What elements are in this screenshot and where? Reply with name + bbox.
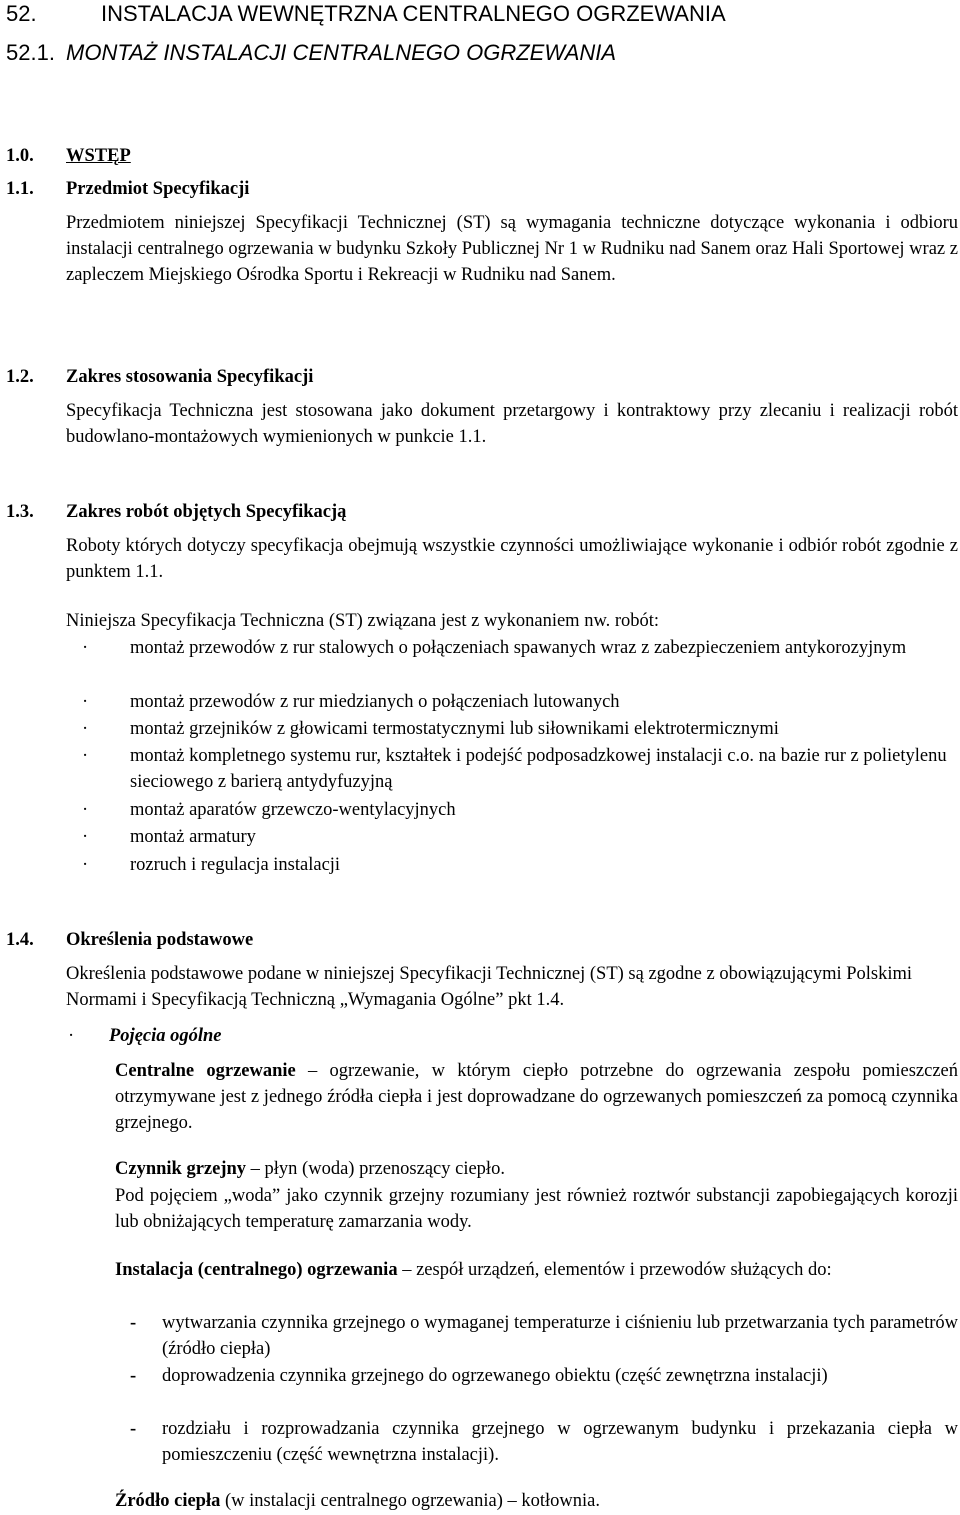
- section-heading-1-0: [6, 143, 958, 169]
- dash-item-text: doprowadzenia czynnika grzejnego do ogrzewanego obiektu (część zewnętrzna instalacji): [162, 1366, 828, 1386]
- dash-icon: -: [130, 1419, 137, 1439]
- bullet-icon: ·: [82, 746, 89, 766]
- section-number: 1.1.: [6, 179, 34, 199]
- list-item: [66, 716, 958, 742]
- definition-text: – zespół urządzeń, elementów i przewodów służących do:: [397, 1260, 832, 1280]
- definition-term: Czynnik grzejny: [115, 1159, 247, 1179]
- list-item-text: rozruch i regulacja instalacji: [130, 855, 341, 875]
- chapter-title: [6, 1, 958, 27]
- section-title: Zakres robót objętych Specyfikacją: [66, 502, 347, 522]
- list-item: [66, 852, 958, 878]
- list-item-text: montaż aparatów grzewczo-wentylacyjnych: [130, 800, 456, 820]
- section-title: Przedmiot Specyfikacji: [66, 179, 250, 199]
- section-1-1-paragraph: Przedmiotem niniejszej Specyfikacji Technicznej (ST) są wymagania techniczne dotyczące wykonania i odbioru instalacji centralnego ogrzewania w budynku Szkoły Publicznej Nr 1 w Rudniku nad Sanem oraz Hali Sportowej wraz z zapleczem Miejskiego Ośrodka Sportu i Rekreacji w Rudniku nad Sanem.: [66, 213, 958, 285]
- bullet-icon: ·: [82, 692, 89, 712]
- section-1-3-paragraph-2: Niniejsza Specyfikacja Techniczna (ST) związana jest z wykonaniem nw. robót:: [66, 611, 660, 631]
- list-item: [66, 797, 958, 823]
- definition-heat-source: [115, 1488, 958, 1514]
- dash-item: [115, 1310, 958, 1362]
- definition-text: – ogrzewanie, w którym ciepło potrzebne do ogrzewania zespołu pomieszczeń otrzymywane jest z jednego źródła ciepła i jest doprowadzane do ogrzewanych pomieszczeń za pomocą czynnika grzejnego.: [115, 1061, 958, 1133]
- definition-heating-medium: [115, 1156, 958, 1182]
- subchapter-number: 52.1.: [6, 40, 55, 65]
- section-title: WSTĘP: [66, 146, 131, 166]
- dash-item-text: wytwarzania czynnika grzejnego o wymaganej temperaturze i ciśnieniu lub przetwarzania tych parametrów (źródło ciepła): [162, 1313, 958, 1359]
- section-title: Określenia podstawowe: [66, 930, 254, 950]
- list-item-text: montaż przewodów z rur stalowych o połączeniach spawanych wraz z zabezpieczeniem antykorozyjnym: [130, 638, 907, 658]
- section-heading-1-1: [6, 176, 958, 202]
- bullet-icon: ·: [82, 719, 89, 739]
- dash-item: [115, 1416, 958, 1468]
- list-item: [66, 824, 958, 850]
- section-heading-1-2: [6, 364, 958, 390]
- bullet-icon: ·: [82, 800, 89, 820]
- section-1-3-paragraph-1: Roboty których dotyczy specyfikacja obejmują wszystkie czynności umożliwiające wykonanie i odbiór robót zgodnie z punktem 1.1.: [66, 536, 958, 582]
- section-1-4-paragraph: Określenia podstawowe podane w niniejszej Specyfikacji Technicznej (ST) są zgodne z obowiązującymi Polskimi Normami i Specyfikacją Techniczną „Wymagania Ogólne” pkt 1.4.: [66, 964, 913, 1010]
- section-number: 1.4.: [6, 930, 34, 950]
- definition-central-heating: [115, 1058, 958, 1136]
- list-item-text: montaż armatury: [130, 827, 256, 847]
- section-title: Zakres stosowania Specyfikacji: [66, 367, 314, 387]
- section-number: 1.3.: [6, 502, 34, 522]
- definition-text: (w instalacji centralnego ogrzewania) – kotłownia.: [220, 1491, 600, 1511]
- list-item-text: montaż grzejników z głowicami termostatycznymi lub siłownikami elektrotermicznymi: [130, 719, 779, 739]
- list-item-text: montaż przewodów z rur miedzianych o połączeniach lutowanych: [130, 692, 620, 712]
- list-item: [66, 689, 958, 715]
- list-item: [66, 635, 958, 661]
- chapter-title-text: INSTALACJA WEWNĘTRZNA CENTRALNEGO OGRZEWANIA: [101, 1, 726, 26]
- subchapter-title-text: MONTAŻ INSTALACJI CENTRALNEGO OGRZEWANIA: [66, 40, 617, 65]
- concepts-label: Pojęcia ogólne: [109, 1026, 222, 1046]
- definition-text: – płyn (woda) przenoszący ciepło.: [246, 1159, 505, 1179]
- definition-term: Instalacja (centralnego) ogrzewania: [115, 1260, 398, 1280]
- section-heading-1-3: [6, 499, 958, 525]
- concepts-heading: [66, 1023, 958, 1049]
- chapter-number: 52.: [6, 1, 37, 26]
- definition-term: Źródło ciepła: [115, 1491, 221, 1511]
- list-item: [66, 743, 958, 795]
- bullet-icon: ·: [82, 638, 89, 658]
- bullet-icon: ·: [82, 827, 89, 847]
- section-number: 1.0.: [6, 146, 34, 166]
- list-item-text: montaż kompletnego systemu rur, kształtek i podejść podposadzkowej instalacji c.o. na bazie rur z polietylenu sieciowego z barierą antydyfuzyjną: [130, 746, 947, 792]
- dash-item: [115, 1363, 958, 1389]
- section-heading-1-4: [6, 927, 958, 953]
- dash-icon: -: [130, 1366, 137, 1386]
- dash-item-text: rozdziału i rozprowadzania czynnika grzejnego w ogrzewanym budynku i przekazania ciepła w pomieszczeniu (część wewnętrzna instalacji).: [162, 1419, 958, 1465]
- bullet-icon: ·: [68, 1026, 75, 1046]
- section-1-2-paragraph: Specyfikacja Techniczna jest stosowana jako dokument przetargowy i kontraktowy przy zlecaniu i realizacji robót budowlano-montażowych wymienionych w punkcie 1.1.: [66, 401, 958, 447]
- dash-icon: -: [130, 1313, 137, 1333]
- definition-heating-installation: [115, 1257, 958, 1283]
- definition-term: Centralne ogrzewanie: [115, 1061, 296, 1081]
- bullet-icon: ·: [82, 855, 89, 875]
- definition-heating-medium-note: Pod pojęciem „woda” jako czynnik grzejny rozumiany jest również roztwór substancji zapobiegających korozji lub obniżających temperaturę zamarzania wody.: [115, 1186, 958, 1232]
- subchapter-title: [6, 40, 958, 66]
- section-number: 1.2.: [6, 367, 34, 387]
